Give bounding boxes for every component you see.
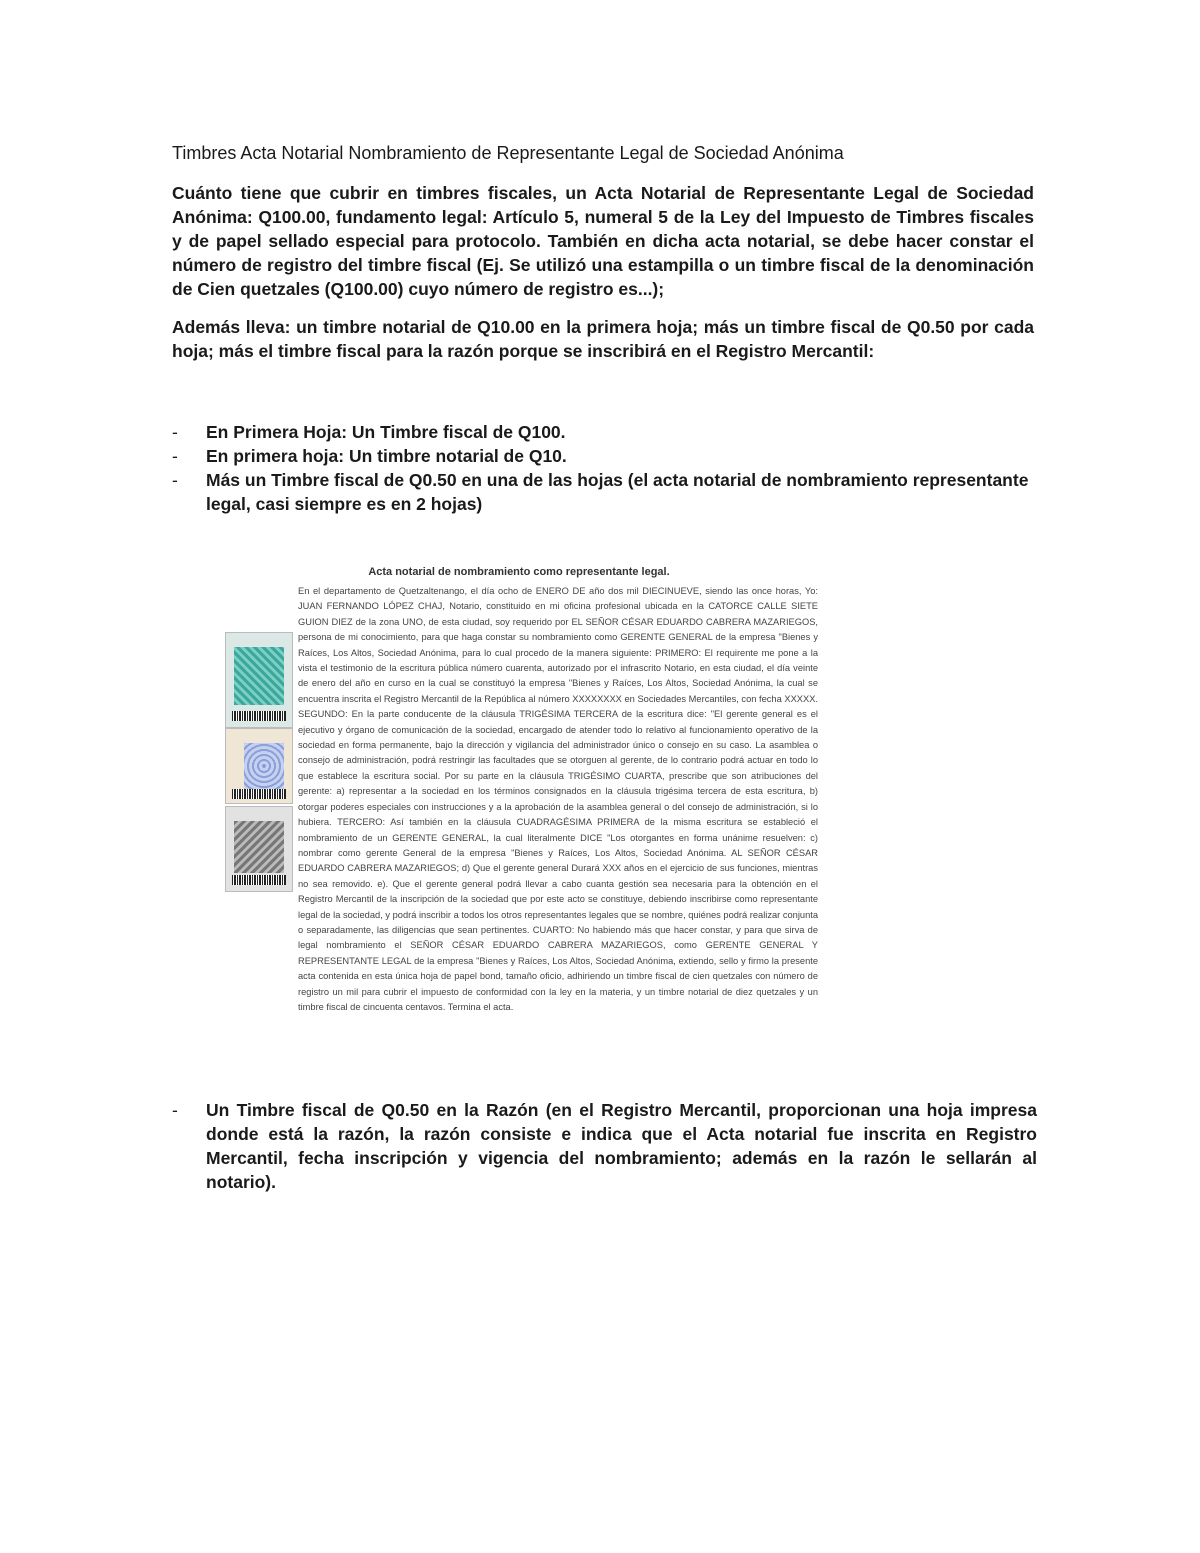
timbre-notarial-stamp-image xyxy=(225,728,293,804)
list-item-text: En Primera Hoja: Un Timbre fiscal de Q100. xyxy=(206,422,566,442)
razon-list xyxy=(172,1098,1037,1194)
list-item xyxy=(172,420,1037,444)
scan-title: Acta notarial de nombramiento como representante legal. xyxy=(368,566,670,578)
list-item xyxy=(172,468,1037,516)
timbre-fiscal-stamp-image xyxy=(225,632,293,728)
acta-notarial-scan-image xyxy=(220,556,818,1012)
paragraph-timbres-fiscales: Cuánto tiene que cubrir en timbres fiscales, un Acta Notarial de Representante Legal de Sociedad Anónima: Q100.00, fundamento legal: Artículo 5, numeral 5 de la Ley del Impuesto de Timbres fiscales y de papel sellado especial para protocolo. También en dicha acta notarial, se debe hacer constar el número de registro del timbre fiscal (Ej. Se utilizó una estampilla o un timbre fiscal de la denominación de Cien quetzales (Q100.00) cuyo número de registro es...); xyxy=(172,183,1034,299)
scan-body-text: En el departamento de Quetzaltenango, el día ocho de ENERO DE año dos mil DIECINUEVE, siendo las once horas, Yo: JUAN FERNANDO LÓPEZ CHAJ, Notario, constituido en mi oficina profesional ubicada en la CATORCE CALLE SIETE GUION DIEZ de la zona UNO, de esta ciudad, soy requerido por EL SEÑOR CÉSAR EDUARDO CABRERA MAZARIEGOS, persona de mi conocimiento, para que haga constar su nombramiento como GERENTE GENERAL de la empresa "Bienes y Raíces, Los Altos, Sociedad Anónima, para lo cual procedo de la manera siguiente: PRIMERO: El requirente me pone a la vista el testimonio de la escritura pública número cuarenta, autorizado por el infrascrito Notario, en esta ciudad, el día veinte de enero del año en curso en la cual se constituyó la empresa "Bienes y Raíces, Los Altos, Sociedad Anónima, la cual se encuentra inscrita el Registro Mercantil de la República al número XXXXXXXX en Sociedades Mercantiles, con fecha XXXXX. SEGUNDO: En la parte conducente de la cláusula TRIGÉSIMA TERCERA de la escritura dice: "El gerente general es el ejecutivo y órgano de comunicación de la sociedad, encargado de atender todo lo relativo al funcionamiento operativo de la sociedad en forma permanente, bajo la dirección y vigilancia del administrador único o consejo en su caso. La asamblea o consejo de administración, podrá restringir las facultades que se otorguen al gerente, de lo contrario podrá actuar en todo lo que establece la escritura social. Por su parte en la cláusula TRIGÉSIMO CUARTA, prescribe que son atribuciones del gerente: a) representar a la sociedad en los términos consignados en la cláusula trigésima tercera de esta escritura, b) otorgar poderes especiales con instrucciones y a la aprobación de la asamblea general o del consejo de administración, si lo hubiera. TERCERO: Así también en la cláusula CUADRAGÉSIMA PRIMERA de la misma escritura se estableció el nombramiento de un GERENTE GENERAL, la cual literalmente DICE "Los otorgantes en forma unánime resuelven: c) nombrar como gerente General de la empresa "Bienes y Raíces, Los Altos, Sociedad Anónima. AL SEÑOR CÉSAR EDUARDO CABRERA MAZARIEGOS; d) Que el gerente general Durará XXX años en el ejercicio de sus funciones, mientras no sea removido. e). Que el gerente general podrá llevar a cabo cuanta gestión sea necesaria para la obtención en el Registro Mercantil de la inscripción de la sociedad que por este acto se constituye, debiendo inscribirse como representante legal de la sociedad, y podrá inscribir a todos los otros representantes legales que se nombre, quiénes podrá realizar conjunta o separadamente, las diligencias que sean pertinentes. CUARTO: No habiendo más que hacer constar, y para que sirva de legal nombramiento el SEÑOR CÉSAR EDUARDO CABRERA MAZARIEGOS, como GERENTE GENERAL Y REPRESENTANTE LEGAL de la empresa "Bienes y Raíces, Los Altos, Sociedad Anónima, extiendo, sello y firmo la presente acta contenida en esta única hoja de papel bond, tamaño oficio, adhiriendo un timbre fiscal de cien quetzales con número de registro un mil para cubrir el impuesto de conformidad con la ley en la materia, y un timbre notarial de diez quetzales y un timbre fiscal de cincuenta centavos. Termina el acta. xyxy=(298,586,818,1012)
bullet-dash: - xyxy=(172,446,178,466)
document-title: Timbres Acta Notarial Nombramiento de Representante Legal de Sociedad Anónima xyxy=(172,143,844,163)
list-item xyxy=(172,1098,1037,1194)
list-item-text: Un Timbre fiscal de Q0.50 en la Razón (en el Registro Mercantil, proporcionan una hoja impresa donde está la razón, la razón consiste e indica que el Acta notarial fue inscrita en Registro Mercantil, fecha inscripción y vigencia del nombramiento; además en la razón le sellarán al notario). xyxy=(206,1100,1037,1192)
list-item-text: En primera hoja: Un timbre notarial de Q10. xyxy=(206,446,567,466)
list-item xyxy=(172,444,1037,468)
bullet-dash: - xyxy=(172,470,178,490)
bullet-dash: - xyxy=(172,422,178,442)
bullet-dash: - xyxy=(172,1100,178,1120)
timbre-cincuenta-centavos-stamp-image xyxy=(225,806,293,892)
timbres-list xyxy=(172,420,1037,516)
paragraph-ademas-lleva: Además lleva: un timbre notarial de Q10.00 en la primera hoja; más un timbre fiscal de Q0.50 por cada hoja; más el timbre fiscal para la razón porque se inscribirá en el Registro Mercantil: xyxy=(172,317,1034,361)
list-item-text: Más un Timbre fiscal de Q0.50 en una de las hojas (el acta notarial de nombramiento representante legal, casi siempre es en 2 hojas) xyxy=(206,470,1029,514)
